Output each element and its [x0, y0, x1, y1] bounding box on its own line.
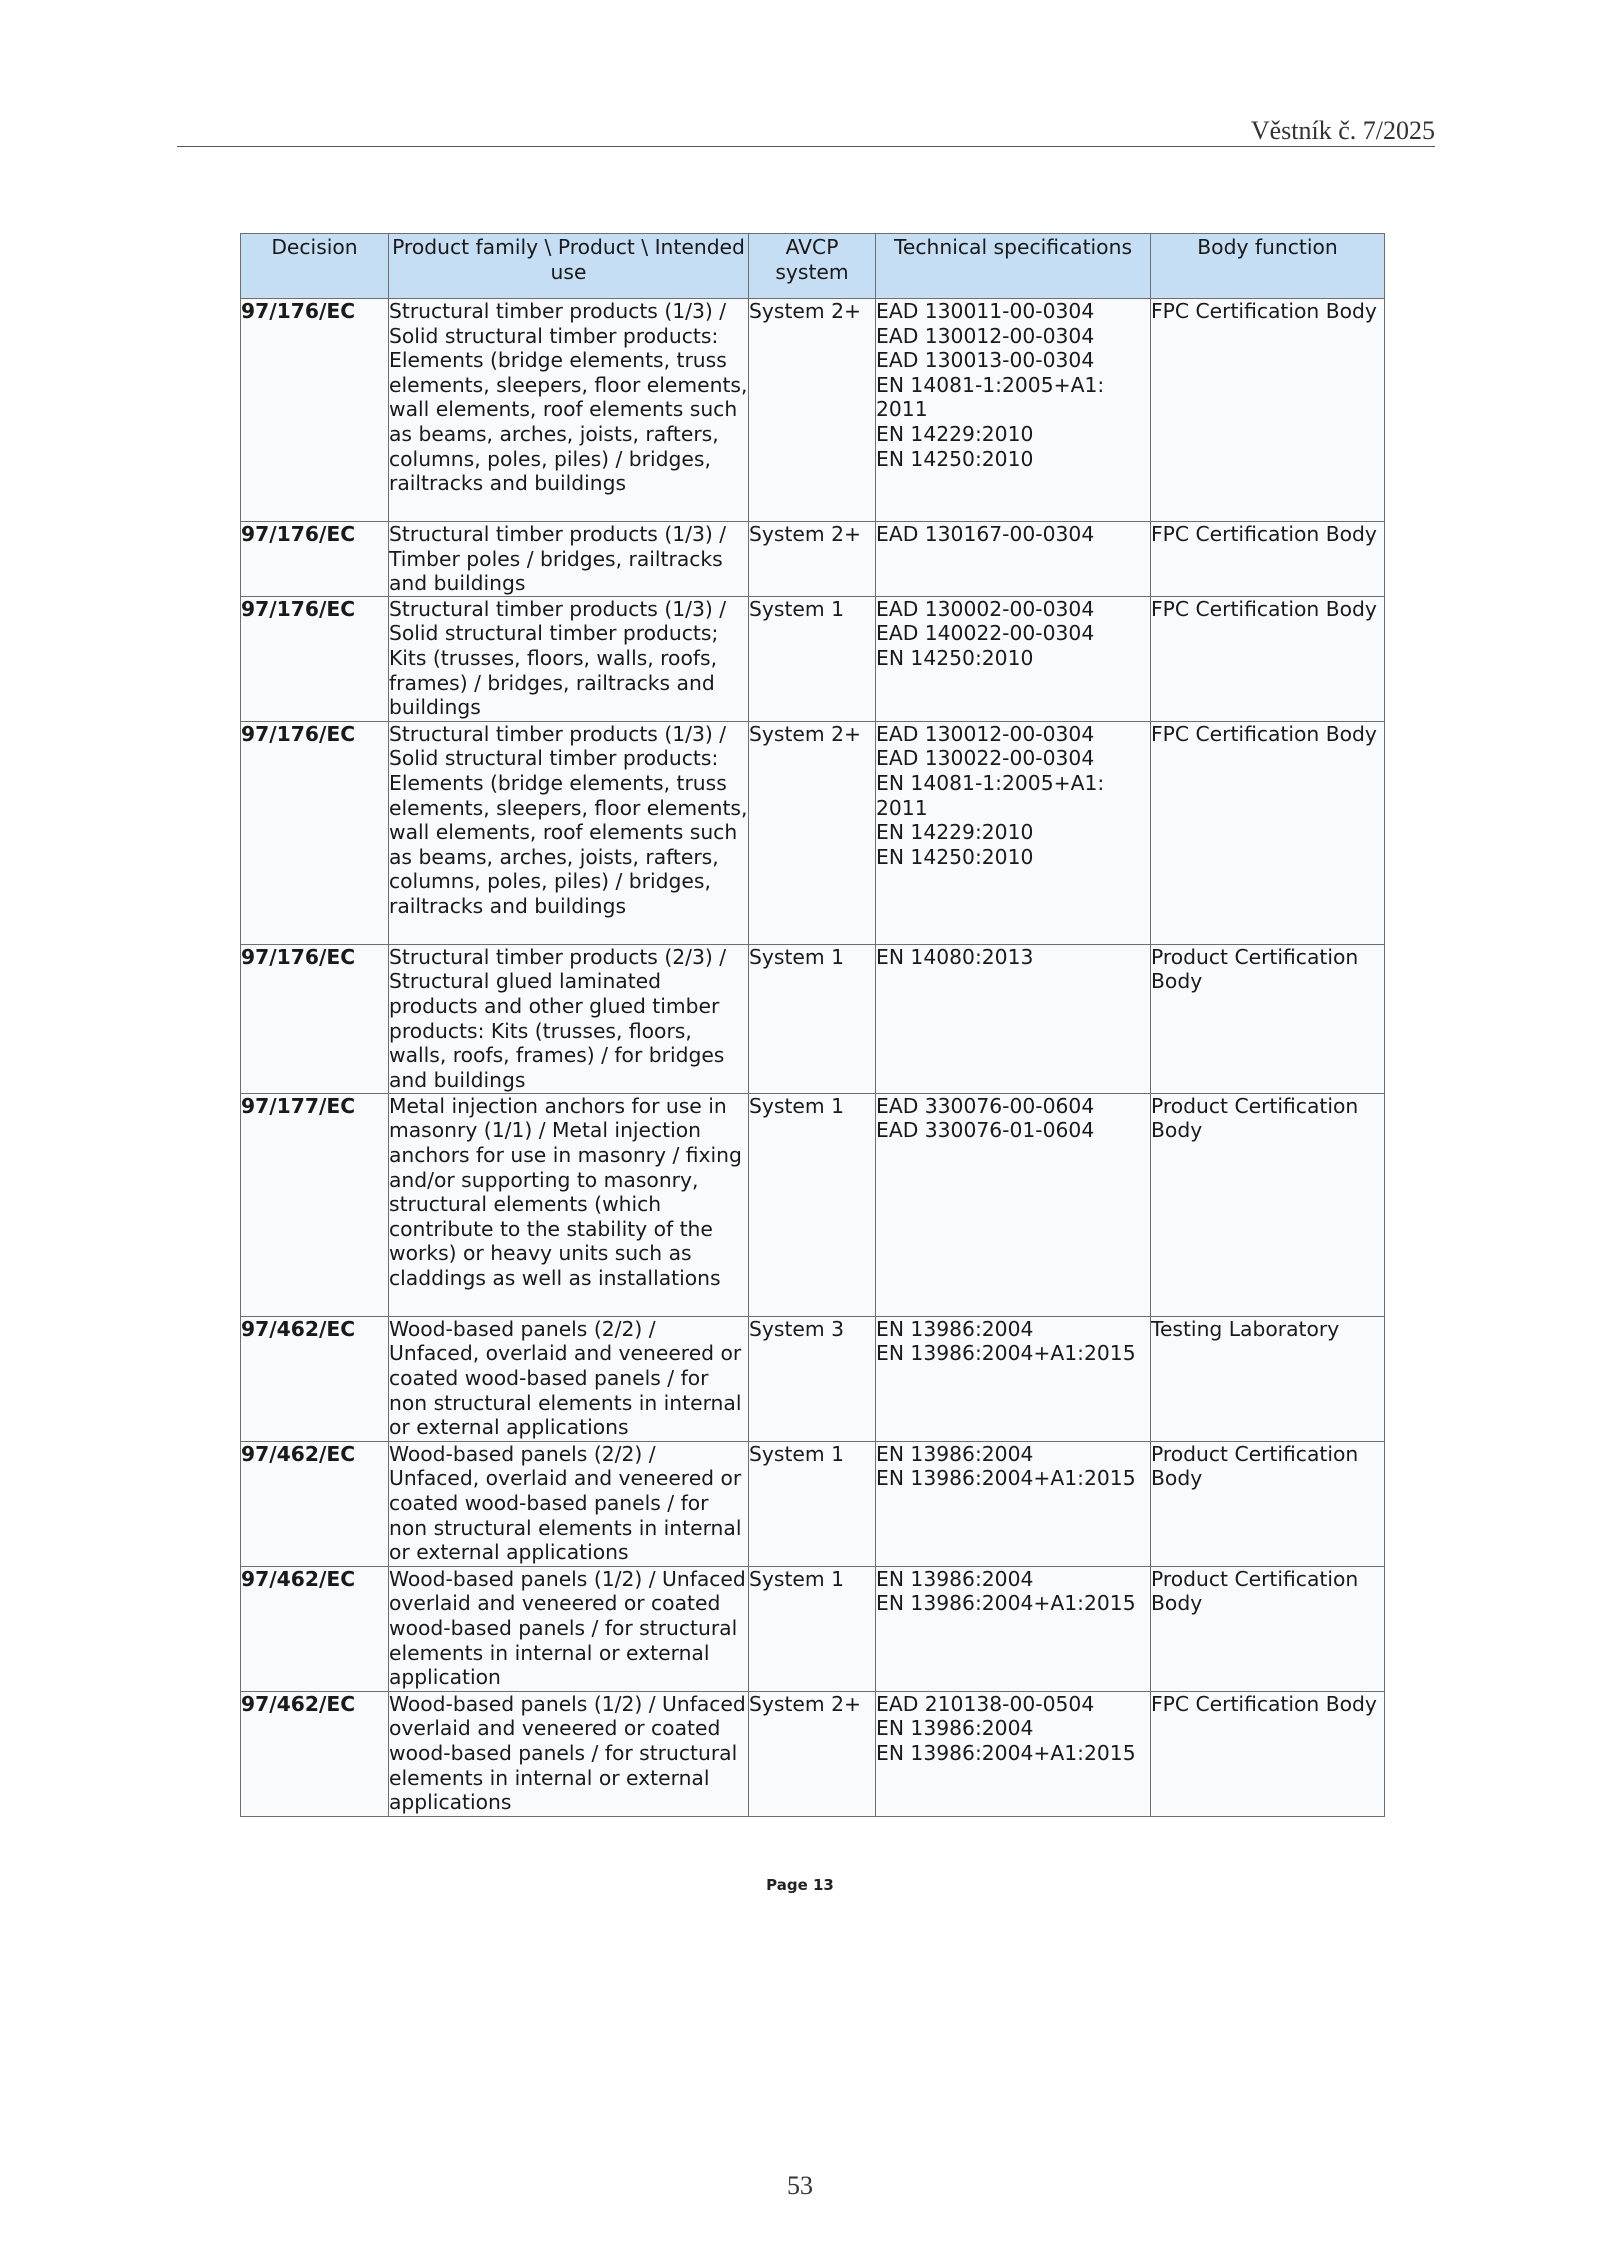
spec-line: EN 14250:2010: [876, 645, 1034, 670]
spec-line: EN 13986:2004: [876, 1716, 1034, 1741]
spec-line: EN 14250:2010: [876, 446, 1034, 471]
spec-line: EN 14250:2010: [876, 844, 1034, 869]
spec-line: EN 14080:2013: [876, 944, 1034, 969]
decision-cell: 97/462/EC: [241, 1441, 389, 1566]
specs-cell: [876, 1316, 1151, 1441]
spec-line: EN 13986:2004+A1:2015: [876, 1341, 1136, 1366]
table-row: [241, 1316, 1385, 1441]
decision-cell: 97/177/EC: [241, 1093, 389, 1316]
specs-cell: [876, 1093, 1151, 1316]
spec-line: EN 13986:2004+A1:2015: [876, 1466, 1136, 1491]
body-cell: Product Certification Body: [1151, 1093, 1385, 1316]
specs-cell: [876, 721, 1151, 944]
body-cell: Product Certification Body: [1151, 1566, 1385, 1691]
spec-line: EAD 210138-00-0504: [876, 1691, 1095, 1716]
avcp-cell: System 1: [749, 944, 876, 1093]
body-cell: Product Certification Body: [1151, 1441, 1385, 1566]
spec-line: EAD 330076-01-0604: [876, 1118, 1095, 1143]
table-row: [241, 1691, 1385, 1816]
body-cell: FPC Certification Body: [1151, 522, 1385, 597]
specs-cell: [876, 944, 1151, 1093]
avcp-cell: System 1: [749, 596, 876, 721]
spec-line: EAD 130022-00-0304: [876, 746, 1095, 771]
product-cell: Wood-based panels (2/2) / Unfaced, overlaid and veneered or coated wood-based panels / for non structural elements in internal or external applications: [389, 1441, 749, 1566]
body-cell: FPC Certification Body: [1151, 721, 1385, 944]
specs-cell: [876, 1691, 1151, 1816]
spec-line: EAD 130013-00-0304: [876, 348, 1095, 373]
header-rule: [177, 146, 1435, 147]
spec-line: EAD 130167-00-0304: [876, 522, 1095, 546]
avcp-cell: System 2+: [749, 522, 876, 597]
product-cell: Wood-based panels (2/2) / Unfaced, overlaid and veneered or coated wood-based panels / for non structural elements in internal or external applications: [389, 1316, 749, 1441]
page-label: Page 13: [766, 1876, 834, 1894]
spec-line: EN 14081-1:2005+A1: 2011: [876, 372, 1105, 422]
table-row: [241, 1441, 1385, 1566]
spec-line: EN 13986:2004: [876, 1316, 1034, 1341]
body-cell: Testing Laboratory: [1151, 1316, 1385, 1441]
decision-cell: 97/462/EC: [241, 1566, 389, 1691]
spec-line: EN 14229:2010: [876, 421, 1034, 446]
avcp-cell: System 2+: [749, 721, 876, 944]
decision-cell: 97/176/EC: [241, 944, 389, 1093]
body-cell: FPC Certification Body: [1151, 299, 1385, 522]
product-cell: Structural timber products (1/3) / Solid structural timber products; Kits (trusses, floors, walls, roofs, frames) / bridges, railtracks and buildings: [389, 596, 749, 721]
product-cell: Structural timber products (1/3) / Timber poles / bridges, railtracks and buildings: [389, 522, 749, 597]
product-cell: Structural timber products (2/3) / Structural glued laminated products and other glued timber products: Kits (trusses, floors, walls, roofs, frames) / for bridges and buildings: [389, 944, 749, 1093]
running-head: Věstník č. 7/2025: [1250, 116, 1435, 145]
spec-line: EN 14229:2010: [876, 820, 1034, 845]
table-row: [241, 299, 1385, 522]
table-row: [241, 522, 1385, 597]
avcp-cell: System 2+: [749, 299, 876, 522]
spec-line: EN 13986:2004: [876, 1441, 1034, 1466]
spec-line: EAD 130011-00-0304: [876, 299, 1095, 323]
avcp-cell: System 1: [749, 1441, 876, 1566]
table-row: [241, 596, 1385, 721]
page-number: 53: [787, 2171, 813, 2200]
decision-cell: 97/176/EC: [241, 522, 389, 597]
spec-line: EAD 130012-00-0304: [876, 323, 1095, 348]
spec-line: EN 13986:2004: [876, 1566, 1034, 1591]
spec-line: EN 14081-1:2005+A1: 2011: [876, 770, 1105, 820]
decision-cell: 97/462/EC: [241, 1691, 389, 1816]
table-row: [241, 1566, 1385, 1691]
header-body: Body function: [1151, 234, 1385, 299]
body-cell: FPC Certification Body: [1151, 596, 1385, 721]
decision-cell: 97/176/EC: [241, 721, 389, 944]
table-row: [241, 1093, 1385, 1316]
product-table: [240, 233, 1385, 1817]
avcp-cell: System 1: [749, 1566, 876, 1691]
spec-line: EN 13986:2004+A1:2015: [876, 1740, 1136, 1765]
spec-line: EAD 330076-00-0604: [876, 1093, 1095, 1118]
product-cell: Wood-based panels (1/2) / Unfaced overlaid and veneered or coated wood-based panels / for structural elements in internal or external applications: [389, 1691, 749, 1816]
body-cell: Product Certification Body: [1151, 944, 1385, 1093]
product-cell: Metal injection anchors for use in masonry (1/1) / Metal injection anchors for use in masonry / fixing and/or supporting to masonry, structural elements (which contribute to the stability of the works) or heavy units such as claddings as well as installations: [389, 1093, 749, 1316]
table-header-row: [241, 234, 1385, 299]
table-row: [241, 944, 1385, 1093]
decision-cell: 97/462/EC: [241, 1316, 389, 1441]
spec-line: EN 13986:2004+A1:2015: [876, 1591, 1136, 1616]
spec-line: EAD 130002-00-0304: [876, 596, 1095, 621]
decision-cell: 97/176/EC: [241, 299, 389, 522]
specs-cell: [876, 1566, 1151, 1691]
specs-cell: [876, 299, 1151, 522]
avcp-cell: System 2+: [749, 1691, 876, 1816]
header-decision: Decision: [241, 234, 389, 299]
specs-cell: [876, 1441, 1151, 1566]
header-specs: Technical specifications: [876, 234, 1151, 299]
body-cell: FPC Certification Body: [1151, 1691, 1385, 1816]
spec-line: EAD 130012-00-0304: [876, 721, 1095, 746]
specs-cell: [876, 596, 1151, 721]
table-row: [241, 721, 1385, 944]
avcp-cell: System 1: [749, 1093, 876, 1316]
specs-cell: [876, 522, 1151, 597]
header-avcp: AVCP system: [749, 234, 876, 299]
product-cell: Structural timber products (1/3) / Solid structural timber products: Elements (bridge elements, truss elements, sleepers, floor elements, wall elements, roof elements such as beams, arches, joists, rafters, columns, poles, piles) / bridges, railtracks and buildings: [389, 299, 749, 522]
header-product: Product family \ Product \ Intended use: [389, 234, 749, 299]
product-cell: Structural timber products (1/3) / Solid structural timber products: Elements (bridge elements, truss elements, sleepers, floor elements, wall elements, roof elements such as beams, arches, joists, rafters, columns, poles, piles) / bridges, railtracks and buildings: [389, 721, 749, 944]
avcp-cell: System 3: [749, 1316, 876, 1441]
decision-cell: 97/176/EC: [241, 596, 389, 721]
product-cell: Wood-based panels (1/2) / Unfaced overlaid and veneered or coated wood-based panels / for structural elements in internal or external application: [389, 1566, 749, 1691]
spec-line: EAD 140022-00-0304: [876, 621, 1095, 646]
